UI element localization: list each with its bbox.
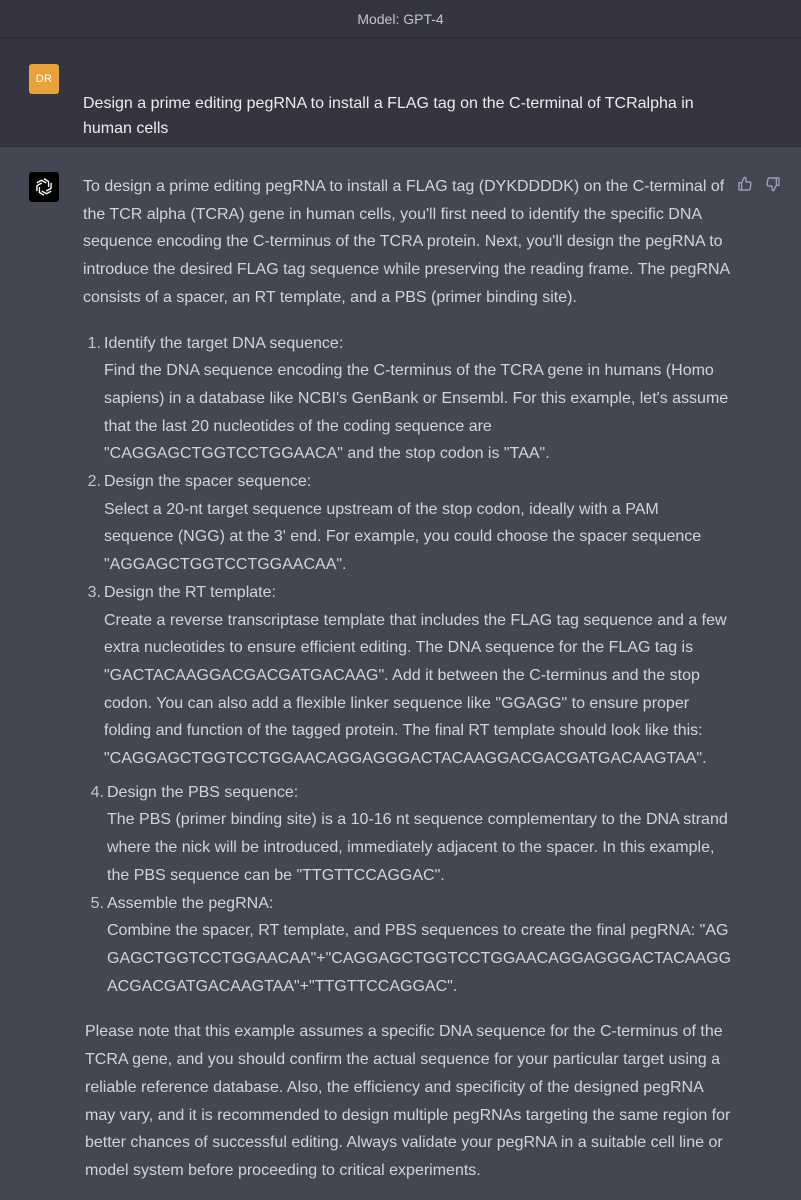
step-body: Select a 20-nt target sequence upstream of the stop codon, ideally with a PAM sequence (NGG) at the 3' end. For example, you could choose the spacer sequence "AGGAGCTGGTCCTGGAACAA". — [104, 500, 702, 574]
step-body: The PBS (primer binding site) is a 10-16 nt sequence complementary to the DNA strand where the nick will be introduced, immediately adjacent to the spacer. In this example, the PBS sequence can be "TTGTTCCAGGAC". — [107, 811, 728, 884]
step-number: 4. — [90, 783, 104, 801]
step-title: Design the spacer sequence: — [104, 473, 312, 491]
thumbs-up-icon — [737, 176, 753, 192]
step-title: Identify the target DNA sequence: — [104, 334, 344, 352]
model-label: Model: GPT-4 — [357, 10, 444, 27]
step-number: 3. — [87, 583, 101, 601]
user-avatar — [29, 64, 59, 94]
step-item — [83, 579, 731, 773]
step-number: 5. — [90, 894, 104, 912]
step-item — [83, 890, 731, 1001]
step-body: Create a reverse transcriptase template that includes the FLAG tag sequence and a few extra nucleotides to ensure efficient editing. The DNA sequence for the FLAG tag is "GACTACAAGGACGACGATGACAAG". Add it between the C-terminus and the stop codon. You can also add a flexible linker sequence like "GGAGG" to ensure proper folding and function of the tagged protein. The final RT template should look like this: "CAGGAGCTGGTCCTGGAACAGGAGGGACTACAAGGACGACGATGACAAGTAA". — [104, 611, 727, 768]
step-title: Design the RT template: — [104, 583, 276, 601]
user-message-text: Design a prime editing pegRNA to install a FLAG tag on the C-terminal of TCRalpha in human cells — [83, 95, 694, 137]
step-title: Design the PBS sequence: — [107, 783, 299, 801]
assistant-avatar — [29, 172, 59, 202]
step-body: Find the DNA sequence encoding the C-terminus of the TCRA gene in humans (Homo sapiens) in a database like NCBI's GenBank or Ensembl. For this example, let's assume that the last 20 nucleotides of the coding sequence are "CAGGAGCTGGTCCTGGAACA" and the stop codon is "TAA". — [104, 362, 729, 463]
assistant-answer — [83, 173, 731, 1185]
steps-list — [83, 330, 731, 1001]
step-title: Assemble the pegRNA: — [107, 894, 274, 912]
answer-intro: To design a prime editing pegRNA to install a FLAG tag (DYKDDDDK) on the C-terminal of the TCR alpha (TCRA) gene in human cells, you'll first need to identify the specific DNA sequence encoding the C-terminus of the TCRA protein. Next, you'll design the pegRNA to introduce the desired FLAG tag sequence while preserving the reading frame. The pegRNA consists of a spacer, an RT template, and a PBS (primer binding site). — [83, 178, 730, 306]
assistant-message — [0, 147, 801, 1200]
model-header — [0, 0, 801, 38]
step-item — [83, 779, 731, 890]
step-number: 1. — [87, 334, 101, 352]
openai-logo-icon — [33, 176, 55, 198]
answer-closing: Please note that this example assumes a specific DNA sequence for the C-terminus of the TCRA gene, and you should confirm the actual sequence for your particular target using a reliable reference database. Also, the efficiency and specificity of the designed pegRNA may vary, and it is recommended to design multiple pegRNAs targeting the same region for better chances of successful editing. Always validate your pegRNA in a suitable cell line or model system before proceeding to critical experiments. — [85, 1023, 731, 1179]
user-message — [0, 38, 801, 147]
thumbs-down-icon — [765, 176, 781, 192]
step-body: Combine the spacer, RT template, and PBS sequences to create the final pegRNA: "AGGAGCTGGTCCTGGAACAA"+"CAGGAGCTGGTCCTGGAACAGGAGGGACTACAAGGACGACGATGACAAGTAA"+"TTGTTCCAGGAC". — [107, 922, 732, 995]
feedback-controls — [736, 175, 782, 193]
user-avatar-initials: DR — [35, 73, 53, 85]
step-item — [83, 330, 731, 469]
thumbs-down-button[interactable] — [764, 175, 782, 193]
step-item — [83, 468, 731, 579]
step-number: 2. — [87, 473, 101, 491]
thumbs-up-button[interactable] — [736, 175, 754, 193]
